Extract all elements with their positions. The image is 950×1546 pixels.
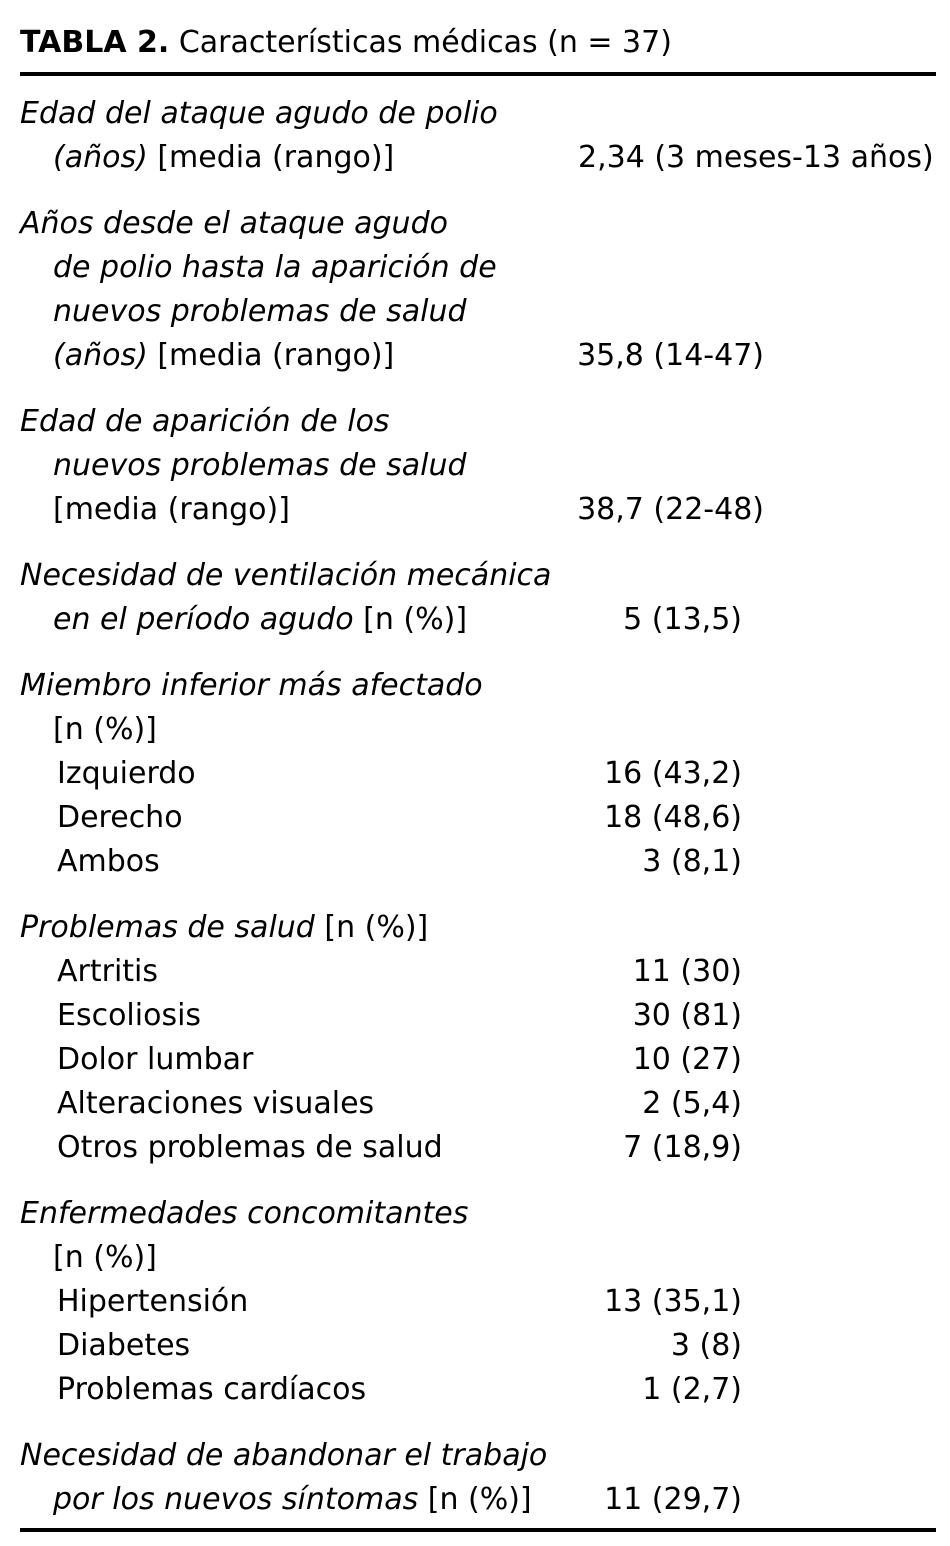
- row-label: [53, 598, 467, 642]
- row-label-italic: (años): [53, 338, 148, 373]
- section-line: [0, 1236, 950, 1280]
- section-line: [0, 906, 950, 950]
- item-label: Hipertensión: [57, 1284, 249, 1319]
- row-label: [53, 1478, 532, 1522]
- row-label: [53, 1236, 157, 1280]
- section-line: [0, 1478, 950, 1522]
- row-label-plain: [n (%)]: [53, 1240, 157, 1275]
- item-label: Izquierdo: [57, 756, 196, 791]
- row-label-italic: Necesidad de ventilación mecánica: [20, 558, 552, 593]
- row-label: [20, 400, 390, 444]
- row-label-plain: [media (rango)]: [147, 338, 395, 373]
- table-row: [0, 950, 950, 994]
- item-label: Alteraciones visuales: [57, 1086, 375, 1121]
- item-value: 1 (2,7): [642, 1372, 742, 1407]
- section-line: [0, 1434, 950, 1478]
- item-label: Dolor lumbar: [57, 1042, 254, 1077]
- row-value: 38,7 (22-48): [577, 492, 764, 527]
- table-row: [0, 752, 950, 796]
- section-line: [0, 92, 950, 136]
- row-label-plain: [media (rango)]: [147, 140, 395, 175]
- section-line: [0, 334, 950, 378]
- item-value: 3 (8,1): [642, 844, 742, 879]
- section-line: [0, 554, 950, 598]
- section-line: [0, 136, 950, 180]
- row-label-italic: Edad del ataque agudo de polio: [20, 96, 498, 131]
- row-label-italic: por los nuevos síntomas: [53, 1482, 419, 1517]
- item-value: 7 (18,9): [623, 1130, 742, 1165]
- item-value: 11 (30): [632, 954, 742, 989]
- item-label: Escoliosis: [57, 998, 202, 1033]
- section-line: [0, 488, 950, 532]
- row-value: 2,34 (3 meses-13 años): [578, 140, 934, 175]
- row-label-plain: [n (%)]: [353, 602, 468, 637]
- row-label: [20, 202, 448, 246]
- row-label: [20, 554, 551, 598]
- row-label-plain: [n (%)]: [314, 910, 429, 945]
- bottom-rule: [20, 1528, 936, 1532]
- table-row: [0, 1324, 950, 1368]
- row-label: [53, 488, 290, 532]
- row-value: 11 (29,7): [604, 1482, 742, 1517]
- item-label: Problemas cardíacos: [57, 1372, 367, 1407]
- row-label-italic: Miembro inferior más afectado: [20, 668, 483, 703]
- row-label: [53, 334, 394, 378]
- item-value: 16 (43,2): [604, 756, 742, 791]
- table-caption: Características médicas (n = 37): [178, 25, 672, 60]
- row-label: [53, 708, 157, 752]
- section-line: [0, 664, 950, 708]
- row-label: [20, 1192, 468, 1236]
- row-label-italic: Enfermedades concomitantes: [20, 1196, 469, 1231]
- row-label: [53, 246, 497, 290]
- row-label-italic: Necesidad de abandonar el trabajo: [20, 1438, 548, 1473]
- table-title: [20, 25, 672, 60]
- item-label: Derecho: [57, 800, 183, 835]
- table-row: [0, 1280, 950, 1324]
- row-value: 5 (13,5): [623, 602, 742, 637]
- section-line: [0, 246, 950, 290]
- table-label: TABLA 2.: [20, 25, 170, 60]
- item-value: 2 (5,4): [642, 1086, 742, 1121]
- section-line: [0, 598, 950, 642]
- table-row: [0, 1126, 950, 1170]
- section-line: [0, 708, 950, 752]
- table-row: [0, 796, 950, 840]
- row-label: [20, 1434, 547, 1478]
- row-label: [20, 906, 428, 950]
- item-label: Artritis: [57, 954, 159, 989]
- row-label: [20, 664, 483, 708]
- table-row: [0, 1038, 950, 1082]
- section-line: [0, 444, 950, 488]
- row-label: [53, 136, 394, 180]
- row-label-italic: en el período agudo: [53, 602, 354, 637]
- row-label: [20, 92, 498, 136]
- item-value: 3 (8): [670, 1328, 742, 1363]
- item-label: Ambos: [57, 844, 160, 879]
- section-line: [0, 400, 950, 444]
- table-row: [0, 1082, 950, 1126]
- row-label: [53, 290, 467, 334]
- row-label: [53, 444, 467, 488]
- row-label-italic: nuevos problemas de salud: [53, 448, 467, 483]
- top-rule: [20, 72, 936, 76]
- row-label-italic: Problemas de salud: [20, 910, 315, 945]
- item-value: 30 (81): [632, 998, 742, 1033]
- item-value: 10 (27): [632, 1042, 742, 1077]
- section-line: [0, 290, 950, 334]
- table-row: [0, 994, 950, 1038]
- table-row: [0, 840, 950, 884]
- section-line: [0, 202, 950, 246]
- row-label-plain: [n (%)]: [53, 712, 157, 747]
- row-label-italic: Años desde el ataque agudo: [20, 206, 448, 241]
- row-label-italic: nuevos problemas de salud: [53, 294, 467, 329]
- row-value: 35,8 (14-47): [577, 338, 764, 373]
- item-label: Diabetes: [57, 1328, 191, 1363]
- item-label: Otros problemas de salud: [57, 1130, 443, 1165]
- row-label-italic: (años): [53, 140, 148, 175]
- section-line: [0, 1192, 950, 1236]
- row-label-plain: [n (%)]: [418, 1482, 532, 1517]
- row-label-italic: Edad de aparición de los: [20, 404, 390, 439]
- row-label-italic: de polio hasta la aparición de: [53, 250, 497, 285]
- item-value: 18 (48,6): [604, 800, 742, 835]
- item-value: 13 (35,1): [604, 1284, 742, 1319]
- table-row: [0, 1368, 950, 1412]
- row-label-plain: [media (rango)]: [53, 492, 290, 527]
